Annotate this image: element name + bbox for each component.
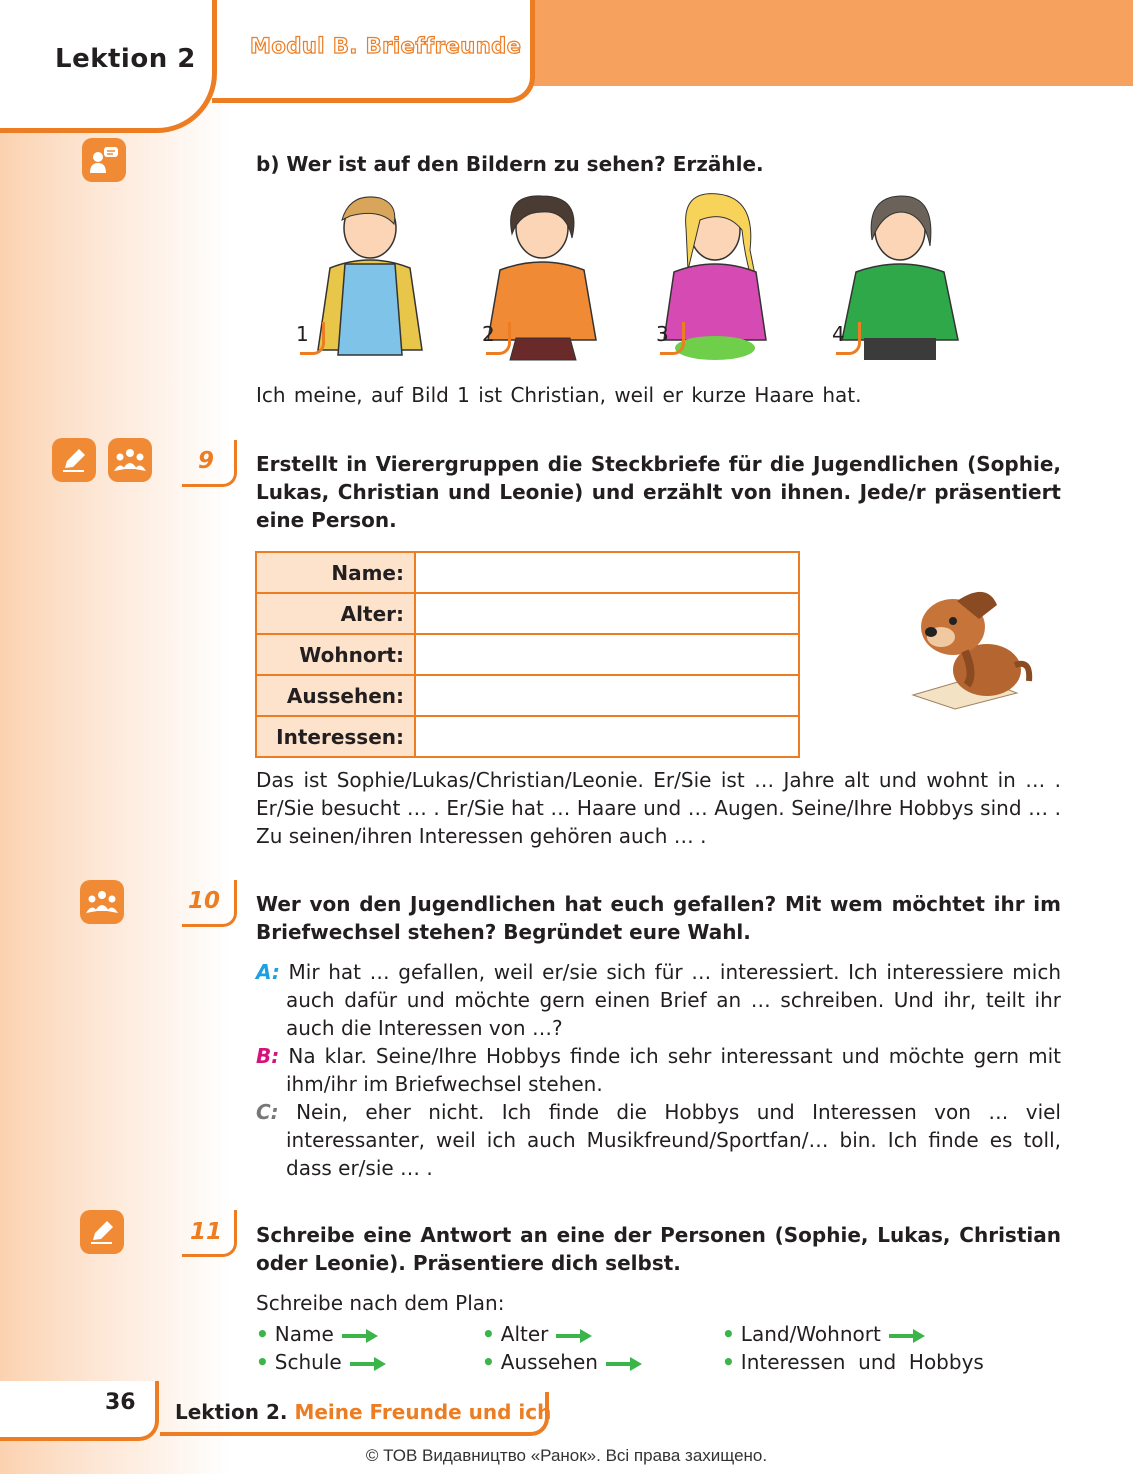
exercise-11-task: Schreibe eine Antwort an eine der Personen (Sophie, Lukas, Christian oder Leonie). Präsentiere dich selbst.	[256, 1223, 1061, 1275]
form-field-name[interactable]	[415, 552, 799, 593]
pencil-icon	[80, 1210, 124, 1254]
footer-lesson-prefix: Lektion 2.	[175, 1400, 288, 1424]
plan-item-label: Interessen und Hobbys	[740, 1350, 984, 1374]
exercise-11-number: 11	[190, 1219, 223, 1245]
dialog-text-b: Na klar. Seine/Ihre Hobbys finde ich sehr interessant und möchte gern mit ihm/ihr im Briefwechsel stehen.	[286, 1044, 1061, 1096]
speaker-a: A:	[256, 960, 280, 984]
picture-number-4: 4	[832, 322, 845, 346]
arrow-icon	[556, 1329, 592, 1343]
arrow-icon	[889, 1329, 925, 1343]
dialog-text-a: Mir hat … gefallen, weil er/sie sich für … interessiert. Ich interessiere mich auch dafür und möchte gern einen Brief an … schreiben. Und ihr, teilt ihr auch die Interessen von …?	[286, 960, 1062, 1040]
exercise-11-brace	[182, 1210, 237, 1257]
picture-number-2: 2	[482, 322, 495, 346]
plan-item-label: Land/Wohnort	[740, 1322, 881, 1346]
pictures-row	[290, 190, 990, 365]
page-number: 36	[105, 1390, 136, 1415]
dialog-line-a	[256, 958, 1061, 1042]
picture-number-brace-3	[660, 322, 685, 355]
lesson-title: Lektion 2	[55, 44, 196, 74]
teens-illustration	[290, 190, 990, 365]
speaker-c: C:	[256, 1100, 279, 1124]
module-title: Modul B. Brieffreunde	[250, 34, 522, 58]
dialog-line-c	[256, 1098, 1061, 1182]
picture-number-3: 3	[656, 322, 669, 346]
plan-item-interests: • Interessen und Hobbys	[722, 1350, 984, 1374]
plan-item-label: Aussehen	[500, 1350, 598, 1374]
section-b-example: Ich meine, auf Bild 1 ist Christian, weil er kurze Haare hat.	[256, 383, 862, 407]
picture-number-brace-2	[486, 322, 511, 355]
picture-number-1: 1	[296, 322, 309, 346]
dialog-line-b	[256, 1042, 1061, 1098]
footer-lesson-name: Meine Freunde und ich	[294, 1400, 552, 1424]
arrow-icon	[606, 1357, 642, 1371]
picture-number-brace-4	[836, 322, 861, 355]
form-label-residence: Wohnort:	[256, 634, 415, 675]
form-label-appearance: Aussehen:	[256, 675, 415, 716]
section-b-task: b) Wer ist auf den Bildern zu sehen? Erzähle.	[256, 152, 764, 176]
plan-item-name: • Name	[256, 1320, 378, 1348]
plan-item-age: • Alter	[482, 1320, 592, 1348]
profile-form	[255, 551, 800, 758]
exercise-10-number: 10	[188, 888, 221, 914]
arrow-icon	[350, 1357, 386, 1371]
form-field-residence[interactable]	[415, 634, 799, 675]
plan-item-label: Name	[274, 1322, 334, 1346]
dialog	[256, 958, 1061, 1182]
form-field-interests[interactable]	[415, 716, 799, 757]
exercise-10-brace	[182, 880, 237, 927]
form-label-age: Alter:	[256, 593, 415, 634]
footer-lesson-title	[175, 1400, 551, 1424]
dialog-text-c: Nein, eher nicht. Ich finde die Hobbys und Interessen von … viel interessanter, weil ich auch Musikfreund/Sportfan/… bin. Ich finde es toll, dass er/sie … .	[286, 1100, 1061, 1180]
group-work-icon	[108, 438, 152, 482]
exercise-10-task: Wer von den Jugendlichen hat euch gefallen? Mit wem möchtet ihr im Briefwechsel stehen? Begründet eure Wahl.	[256, 892, 1061, 944]
form-label-name: Name:	[256, 552, 415, 593]
plan-item-appearance: • Aussehen	[482, 1348, 642, 1376]
plan-item-school: • Schule	[256, 1348, 386, 1376]
speaking-icon	[82, 138, 126, 182]
exercise-9-brace	[182, 440, 237, 487]
plan-item-label: Alter	[500, 1322, 549, 1346]
pencil-icon	[52, 438, 96, 482]
form-label-interests: Interessen:	[256, 716, 415, 757]
form-field-age[interactable]	[415, 593, 799, 634]
plan-intro: Schreibe nach dem Plan:	[256, 1291, 505, 1315]
exercise-9-number: 9	[198, 448, 215, 474]
plan-item-country: • Land/Wohnort	[722, 1320, 925, 1348]
speaker-b: B:	[256, 1044, 280, 1068]
exercise-9-model-text: Das ist Sophie/Lukas/Christian/Leonie. Er/Sie ist … Jahre alt und wohnt in … . Er/Sie besucht … . Er/Sie hat … Haare und … Augen. Seine/Ihre Hobbys sind … . Zu seinen/ihren Interessen gehören auch … .	[256, 768, 1061, 848]
dog-writing-illustration	[905, 585, 1035, 710]
arrow-icon	[342, 1329, 378, 1343]
plan-item-label: Schule	[274, 1350, 342, 1374]
picture-number-brace-1	[300, 322, 325, 355]
exercise-9-task: Erstellt in Vierergruppen die Steckbriefe für die Jugendlichen (Sophie, Lukas, Christian und Leonie) und erzählt von ihnen. Jede/r präsentiert eine Person.	[256, 452, 1061, 532]
form-field-appearance[interactable]	[415, 675, 799, 716]
group-work-icon	[80, 880, 124, 924]
copyright: © ТОВ Видавництво «Ранок». Всі права захищено.	[365, 1446, 768, 1465]
